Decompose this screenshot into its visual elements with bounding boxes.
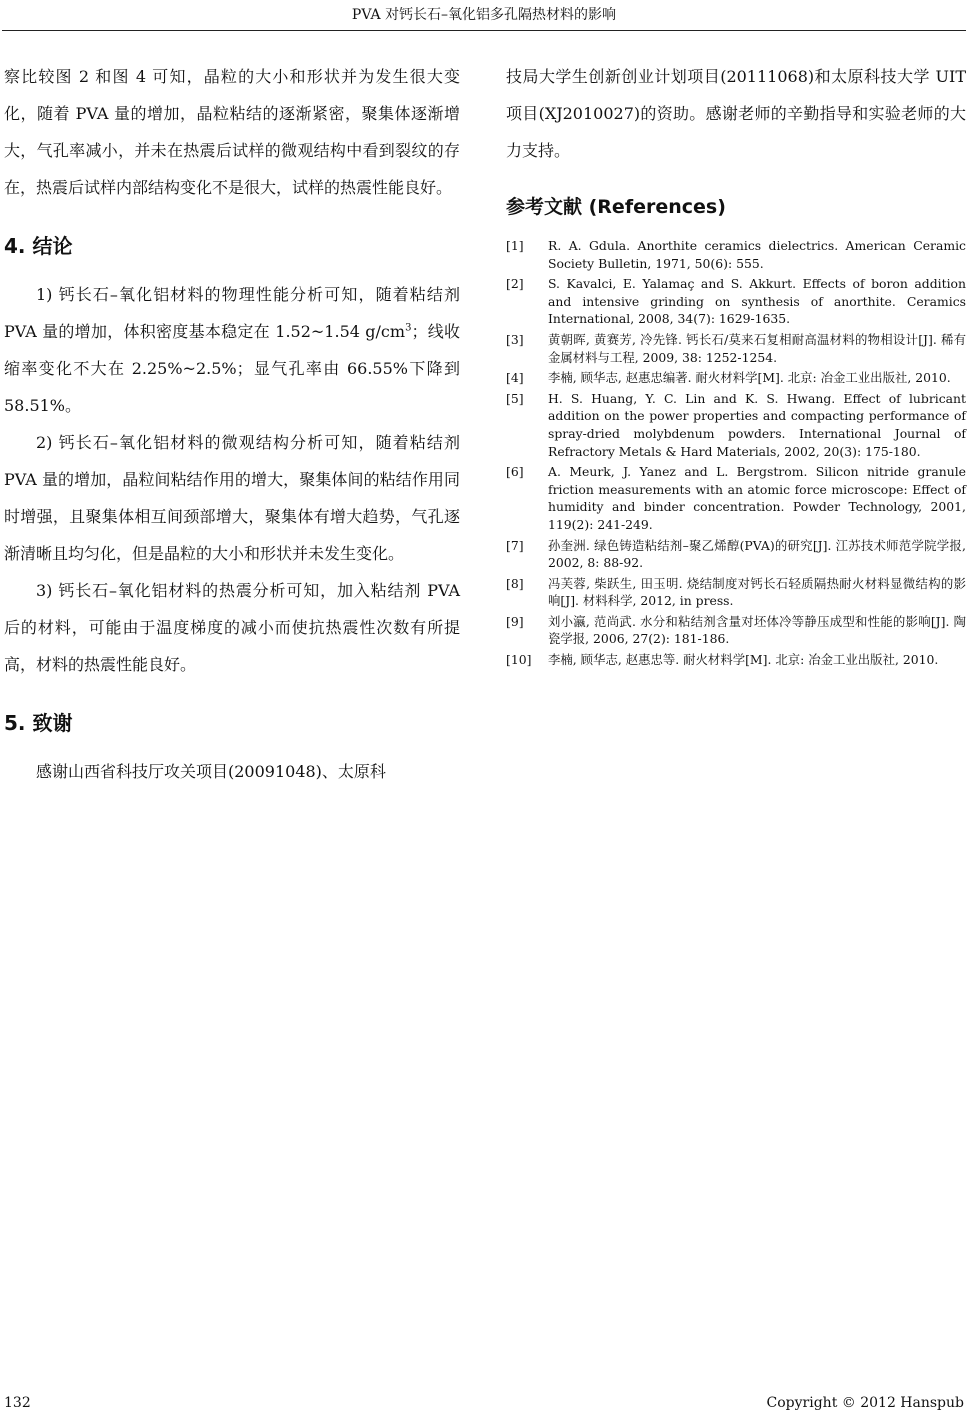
reference-text: 李楠, 顾华志, 赵惠忠编著. 耐火材料学[M]. 北京: 冶金工业出版社, 2010. [548,370,951,386]
intro-paragraph: 察比较图 2 和图 4 可知，晶粒的大小和形状并为发生很大变化，随着 PVA 量的增加，晶粒粘结的逐渐紧密，聚集体逐渐增大，气孔率减小，并未在热震后试样的微观结构中看到裂纹的存在，热震后试样内部结构变化不是很大，试样的热震性能良好。 [4,67,460,197]
reference-number: [4] [506,370,524,386]
reference-text: S. Kavalci, E. Yalamaç and S. Akkurt. Effects of boron addition and intensive grinding on synthesis of anorthite. Ceramics International, 2008, 34(7): 1629-1635. [548,276,966,327]
reference-number: [2] [506,276,524,292]
reference-item [506,369,966,387]
conclusion-p1-text-a: 1) 钙长石–氧化铝材料的物理性能分析可知，随着粘结剂 PVA 量的增加，体积密度基本稳定在 1.52~1.54 g/cm [4,285,460,341]
reference-number: [8] [506,575,524,591]
right-column [506,58,966,672]
header-rule [2,30,966,31]
conclusion-p1-text-b: ；线收缩率变化不大在 2.25%~2.5%；显气孔率由 66.55%下降到 58.51%。 [4,322,460,415]
reference-number: [10] [506,652,532,668]
conclusion-heading: 4. 结论 [4,234,73,258]
conclusion-paragraph-1 [4,276,460,424]
reference-item [506,275,966,328]
acknowledgement-paragraph: 感谢山西省科技厅攻关项目(20091048)、太原科 [36,762,386,781]
reference-text: R. A. Gdula. Anorthite ceramics dielectrics. American Ceramic Society Bulletin, 1971, 50(6): 555. [548,238,966,271]
reference-text: 刘小瀛, 范尚武. 水分和粘结剂含量对坯体冷等静压成型和性能的影响[J]. 陶瓷学报, 2006, 27(2): 181-186. [548,613,966,647]
conclusion-p1-superscript: 3 [405,322,412,334]
page-number: 132 [4,1395,31,1411]
reference-text: 李楠, 顾华志, 赵惠忠等. 耐火材料学[M]. 北京: 冶金工业出版社, 2010. [548,652,939,668]
copyright-notice: Copyright © 2012 Hanspub [766,1395,964,1411]
reference-item [506,331,966,366]
references-heading: 参考文献 (References) [506,196,726,218]
reference-list [506,237,966,669]
reference-text: 黄朝晖, 黄赛芳, 冷先锋. 钙长石/莫来石复相耐高温材料的物相设计[J]. 稀有金属材料与工程, 2009, 38: 1252-1254. [548,331,966,365]
conclusion-paragraph-3: 3) 钙长石–氧化铝材料的热震分析可知，加入粘结剂 PVA 后的材料，可能由于温度梯度的减小而使抗热震性次数有所提高，材料的热震性能良好。 [4,581,460,674]
reference-text: A. Meurk, J. Yanez and L. Bergstrom. Silicon nitride granule friction measurements with an atomic force microscope: Effect of humidity and binder concentration. Powder Technology, 2001, 119(2): 241-249. [548,464,966,532]
reference-number: [3] [506,331,524,347]
left-column [4,58,460,790]
reference-item [506,613,966,648]
reference-text: 冯芙蓉, 柴跃生, 田玉明. 烧结制度对钙长石轻质隔热耐火材料显微结构的影响[J]. 材料科学, 2012, in press. [548,575,966,609]
reference-item [506,651,966,669]
reference-item [506,390,966,460]
reference-number: [5] [506,390,524,406]
reference-item [506,575,966,610]
reference-number: [6] [506,464,524,480]
reference-number: [7] [506,537,524,553]
running-header: PVA 对钙长石–氧化铝多孔隔热材料的影响 [351,7,617,23]
reference-item [506,463,966,533]
acknowledgement-continuation: 技局大学生创新创业计划项目(20111068)和太原科技大学 UIT 项目(XJ2010027)的资助。感谢老师的辛勤指导和实验老师的大力支持。 [506,67,966,160]
reference-item [506,537,966,572]
acknowledgement-heading: 5. 致谢 [4,711,73,735]
reference-text: H. S. Huang, Y. C. Lin and K. S. Hwang. Effect of lubricant addition on the power properties and compacting performance of spray-dried molybdenum powders. International Journal of Refractory Metals & Hard Materials, 2002, 20(3): 175-180. [548,390,966,459]
reference-number: [9] [506,613,524,629]
reference-text: 孙奎洲. 绿色铸造粘结剂–聚乙烯醇(PVA)的研究[J]. 江苏技术师范学院学报, 2002, 8: 88-92. [548,537,966,571]
reference-item [506,237,966,272]
reference-number: [1] [506,238,524,253]
conclusion-paragraph-2: 2) 钙长石–氧化铝材料的微观结构分析可知，随着粘结剂 PVA 量的增加，晶粒间粘结作用的增大，聚集体间的粘结作用同时增强，且聚集体相互间颈部增大，聚集体有增大趋势，气孔逐渐清晰且均匀化，但是晶粒的大小和形状并未发生变化。 [4,433,460,563]
